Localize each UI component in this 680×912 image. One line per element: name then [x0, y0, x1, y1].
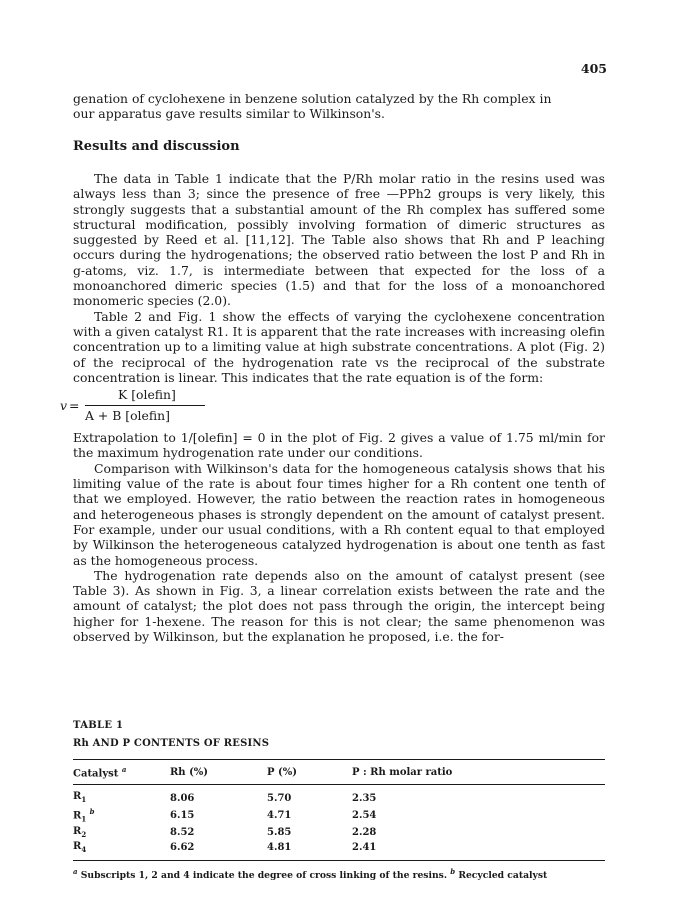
table-row — [73, 841, 605, 856]
cell-p: 5.70 — [267, 792, 292, 804]
cell-catalyst: $R_4$ — [73, 840, 87, 854]
cell-p: 4.71 — [267, 809, 292, 821]
paragraph-concentration-effects: Table 2 and Fig. 1 show the effects of varying the cyclohexene concentration with a given catalyst R1. It is apparent that the rate increases with increasing olefin concentration up to a limiting value at high substrate concentrations. A plot (Fig. 2) of the reciprocal of the hydrogenation rate vs the reciprocal of the substrate concentration is linear. This indicates that the rate equation is of the form: — [73, 308, 605, 385]
cell-ratio: 2.28 — [352, 827, 377, 839]
intro-line: our apparatus gave results similar to Wilkinson's. — [73, 106, 385, 122]
equation-numerator: K [olefin] — [118, 387, 176, 403]
section-body — [60, 171, 605, 645]
cell-rh: 6.62 — [170, 842, 195, 854]
table-bottom-rule — [73, 860, 605, 861]
table-row — [73, 806, 605, 825]
cell-rh: 8.52 — [170, 827, 195, 839]
page-number: 405 — [580, 61, 607, 76]
equation-equals: = — [69, 398, 80, 414]
fraction-bar — [85, 405, 205, 406]
intro-paragraph — [73, 91, 605, 122]
cell-rh: 6.15 — [170, 809, 195, 821]
equation-denominator: A + B [olefin] — [85, 408, 170, 424]
column-header-p: P (%) — [267, 766, 297, 778]
paragraph-wilkinson-comparison: Comparison with Wilkinson's data for the homogeneous catalysis shows that his limiting value of the rate is about four times higher for a Rh content one tenth of that we employed. However, the ratio between the reaction rates in homogeneous and heterogeneous phases is strongly dependent on the amount of catalyst present. For example, under our usual conditions, with a Rh content equal to that employed by Wilkinson the heterogeneous catalyzed hydrogenation is about one tenth as fast as the homogeneous process. — [73, 460, 605, 568]
table-row — [73, 826, 605, 841]
table-header-row — [73, 760, 605, 779]
cell-p: 4.81 — [267, 842, 292, 854]
intro-line: genation of cyclohexene in benzene solution catalyzed by the Rh complex in — [73, 91, 552, 106]
cell-ratio: 2.35 — [352, 792, 377, 804]
column-header-catalyst: Catalyst $^a$ — [73, 765, 127, 780]
paragraph-table1-discussion: The data in Table 1 indicate that the P/Rh molar ratio in the resins used was always less than 3; since the presence of free —PPh2 groups is very likely, this strongly suggests that a substantial amount of the Rh complex has suffered some structural modification, possibly involving formation of dimeric structures as suggested by Reed et al. [11,12]. The Table also shows that Rh and P leaching occurs during the hydrogenations; the observed ratio between the lost P and Rh in g-atoms, viz. 1.7, is intermediate between that expected for the loss of a monoanchored dimeric species (1.5) and that for the loss of a monoanchored monomeric species (2.0). — [73, 171, 605, 309]
table-label: TABLE 1 — [73, 720, 124, 731]
cell-ratio: 2.41 — [352, 842, 377, 854]
column-header-rh: Rh (%) — [170, 766, 209, 778]
resin-contents-table — [73, 760, 605, 779]
equation-lhs: v — [60, 398, 67, 414]
table-1 — [73, 720, 605, 881]
resin-contents-body — [73, 785, 605, 855]
table-row — [73, 785, 605, 806]
table-footnote: $^a$ Subscripts 1, 2 and 4 indicate the degree of cross linking of the resins. $^b$ Recycled catalyst — [73, 866, 548, 881]
rate-equation — [60, 387, 605, 427]
cell-catalyst: $R_2$ — [73, 825, 87, 839]
cell-catalyst: $R_1$ $^b$ — [73, 807, 95, 824]
cell-catalyst: $R_1$ — [73, 791, 87, 805]
paragraph-extrapolation: Extrapolation to 1/[olefin] = 0 in the plot of Fig. 2 gives a value of 1.75 ml/min for the maximum hydrogenation rate under our conditions. — [73, 430, 605, 461]
cell-ratio: 2.54 — [352, 809, 377, 821]
cell-rh: 8.06 — [170, 792, 195, 804]
section-heading: Results and discussion — [73, 139, 240, 154]
column-header-ratio: P : Rh molar ratio — [352, 766, 453, 778]
table-caption: Rh AND P CONTENTS OF RESINS — [73, 738, 270, 749]
paragraph-catalyst-amount: The hydrogenation rate depends also on the amount of catalyst present (see Table 3). As shown in Fig. 3, a linear correlation exists between the rate and the amount of catalyst; the plot does not pass through the origin, the intercept being higher for 1-hexene. The reason for this is not clear; the same phenomenon was observed by Wilkinson, but the explanation he proposed, i.e. the for- — [73, 567, 605, 645]
cell-p: 5.85 — [267, 827, 292, 839]
